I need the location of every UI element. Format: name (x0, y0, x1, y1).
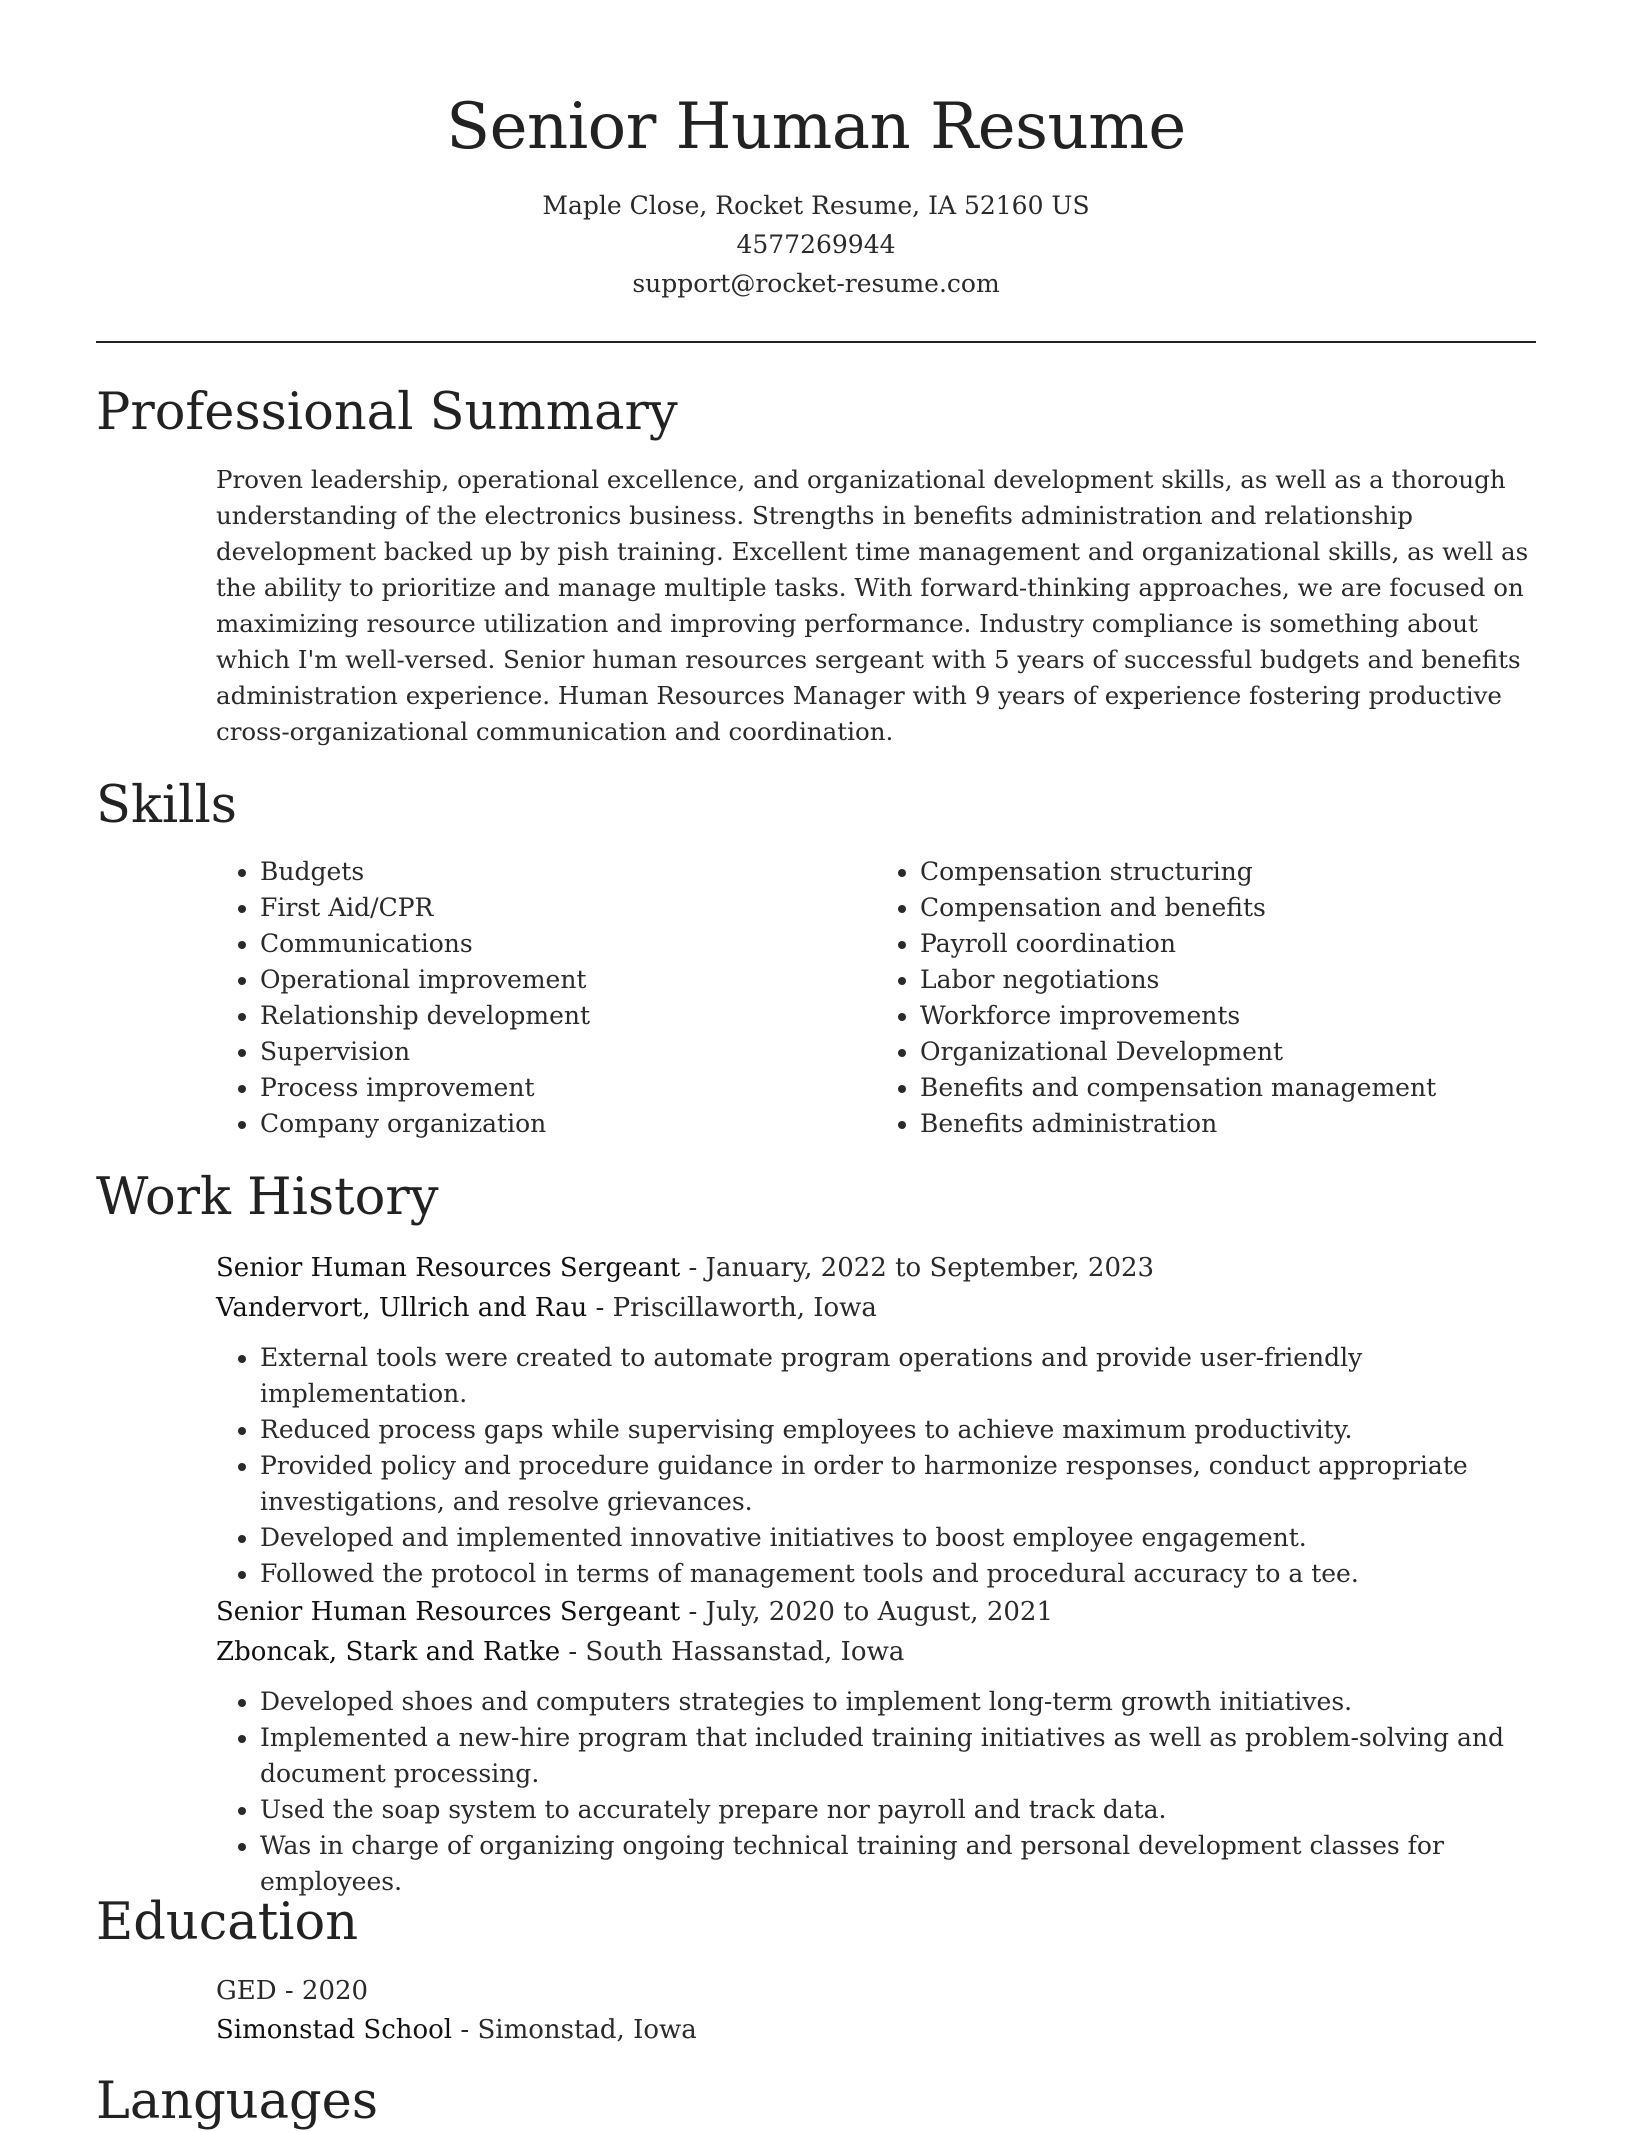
job-title-line (216, 1248, 1536, 1288)
skill-item: • Process improvement (260, 1070, 876, 1106)
job-entry (216, 1592, 1536, 1900)
job-dates: - July, 2020 to August, 2021 (680, 1597, 1053, 1627)
education-school-line (216, 2011, 1536, 2050)
job-role: Senior Human Resources Sergeant (216, 1253, 681, 1283)
job-company-line (216, 1288, 1536, 1328)
skill-item: • Supervision (260, 1034, 876, 1070)
job-company: Vandervort, Ullrich and Rau (216, 1293, 588, 1323)
job-bullet: • Was in charge of organizing ongoing technical training and personal development classes for employees. (260, 1828, 1536, 1900)
job-bullets (216, 1340, 1536, 1592)
phone: 4577269944 (736, 230, 896, 259)
job-bullet: • Developed and implemented innovative initiatives to boost employee engagement. (260, 1520, 1536, 1556)
job-bullet: • Used the soap system to accurately prepare nor payroll and track data. (260, 1792, 1536, 1828)
address: Maple Close, Rocket Resume, IA 52160 US (542, 191, 1090, 220)
email: support@rocket-resume.com (632, 269, 1000, 298)
summary-section (216, 462, 1536, 750)
section-title-work-history: Work History (96, 1168, 439, 1227)
candidate-name: Senior Human Resume (446, 90, 1186, 164)
education-degree-line (216, 1972, 1536, 2011)
skill-item: • Benefits administration (920, 1106, 1536, 1142)
job-bullet: • Implemented a new-hire program that included training initiatives as well as problem-solving and document processing. (260, 1720, 1536, 1792)
job-role: Senior Human Resources Sergeant (216, 1597, 681, 1627)
education-school: Simonstad School (216, 2015, 453, 2045)
skill-item: • Relationship development (260, 998, 876, 1034)
skill-item: • Payroll coordination (920, 926, 1536, 962)
job-dates: - January, 2022 to September, 2023 (680, 1253, 1155, 1283)
job-bullet: • Followed the protocol in terms of management tools and procedural accuracy to a tee. (260, 1556, 1536, 1592)
job-bullet: • Developed shoes and computers strategies to implement long-term growth initiatives. (260, 1684, 1536, 1720)
skill-item: • Benefits and compensation management (920, 1070, 1536, 1106)
education-degree: GED (216, 1976, 277, 2006)
skill-item: • Labor negotiations (920, 962, 1536, 998)
skill-item: • First Aid/CPR (260, 890, 876, 926)
job-bullet: • Provided policy and procedure guidance in order to harmonize responses, conduct appropriate investigations, and resolve grievances. (260, 1448, 1536, 1520)
section-title-skills: Skills (96, 776, 237, 835)
skill-item: • Compensation and benefits (920, 890, 1536, 926)
skill-item: • Communications (260, 926, 876, 962)
skill-item: • Organizational Development (920, 1034, 1536, 1070)
job-entry (216, 1248, 1536, 1592)
skills-column-left (216, 854, 876, 1142)
job-location: - Priscillaworth, Iowa (587, 1293, 877, 1323)
job-company: Zboncak, Stark and Ratke (216, 1637, 561, 1667)
section-title-education: Education (96, 1893, 359, 1952)
resume-header (0, 0, 1632, 303)
section-title-summary: Professional Summary (96, 383, 678, 442)
education-entry (216, 1972, 1536, 2050)
skill-item: • Budgets (260, 854, 876, 890)
skill-item: • Operational improvement (260, 962, 876, 998)
job-location: - South Hassanstad, Iowa (560, 1637, 905, 1667)
section-title-languages: Languages (96, 2072, 379, 2131)
job-bullets (216, 1684, 1536, 1900)
skill-item: • Compensation structuring (920, 854, 1536, 890)
job-bullet: • Reduced process gaps while supervising employees to achieve maximum productivity. (260, 1412, 1536, 1448)
skill-item: • Company organization (260, 1106, 876, 1142)
skills-column-right (876, 854, 1536, 1142)
education-location: - Simonstad, Iowa (452, 2015, 697, 2045)
job-bullet: • External tools were created to automate program operations and provide user-friendly implementation. (260, 1340, 1536, 1412)
summary-text: Proven leadership, operational excellence, and organizational development skills, as well as a thorough understanding of the electronics business. Strengths in benefits administration and relationship development backed up by pish training. Excellent time management and organizational skills, as well as the ability to prioritize and manage multiple tasks. With forward-thinking approaches, we are focused on maximizing resource utilization and improving performance. Industry compliance is something about which I'm well-versed. Senior human resources sergeant with 5 years of successful budgets and benefits administration experience. Human Resources Manager with 9 years of experience fostering productive cross-organizational communication and coordination. (216, 465, 1529, 746)
job-title-line (216, 1592, 1536, 1632)
skills-list (216, 854, 1536, 1142)
education-year: - 2020 (276, 1976, 369, 2006)
contact-block (0, 186, 1632, 303)
header-divider (96, 341, 1536, 343)
skill-item: • Workforce improvements (920, 998, 1536, 1034)
job-company-line (216, 1632, 1536, 1672)
